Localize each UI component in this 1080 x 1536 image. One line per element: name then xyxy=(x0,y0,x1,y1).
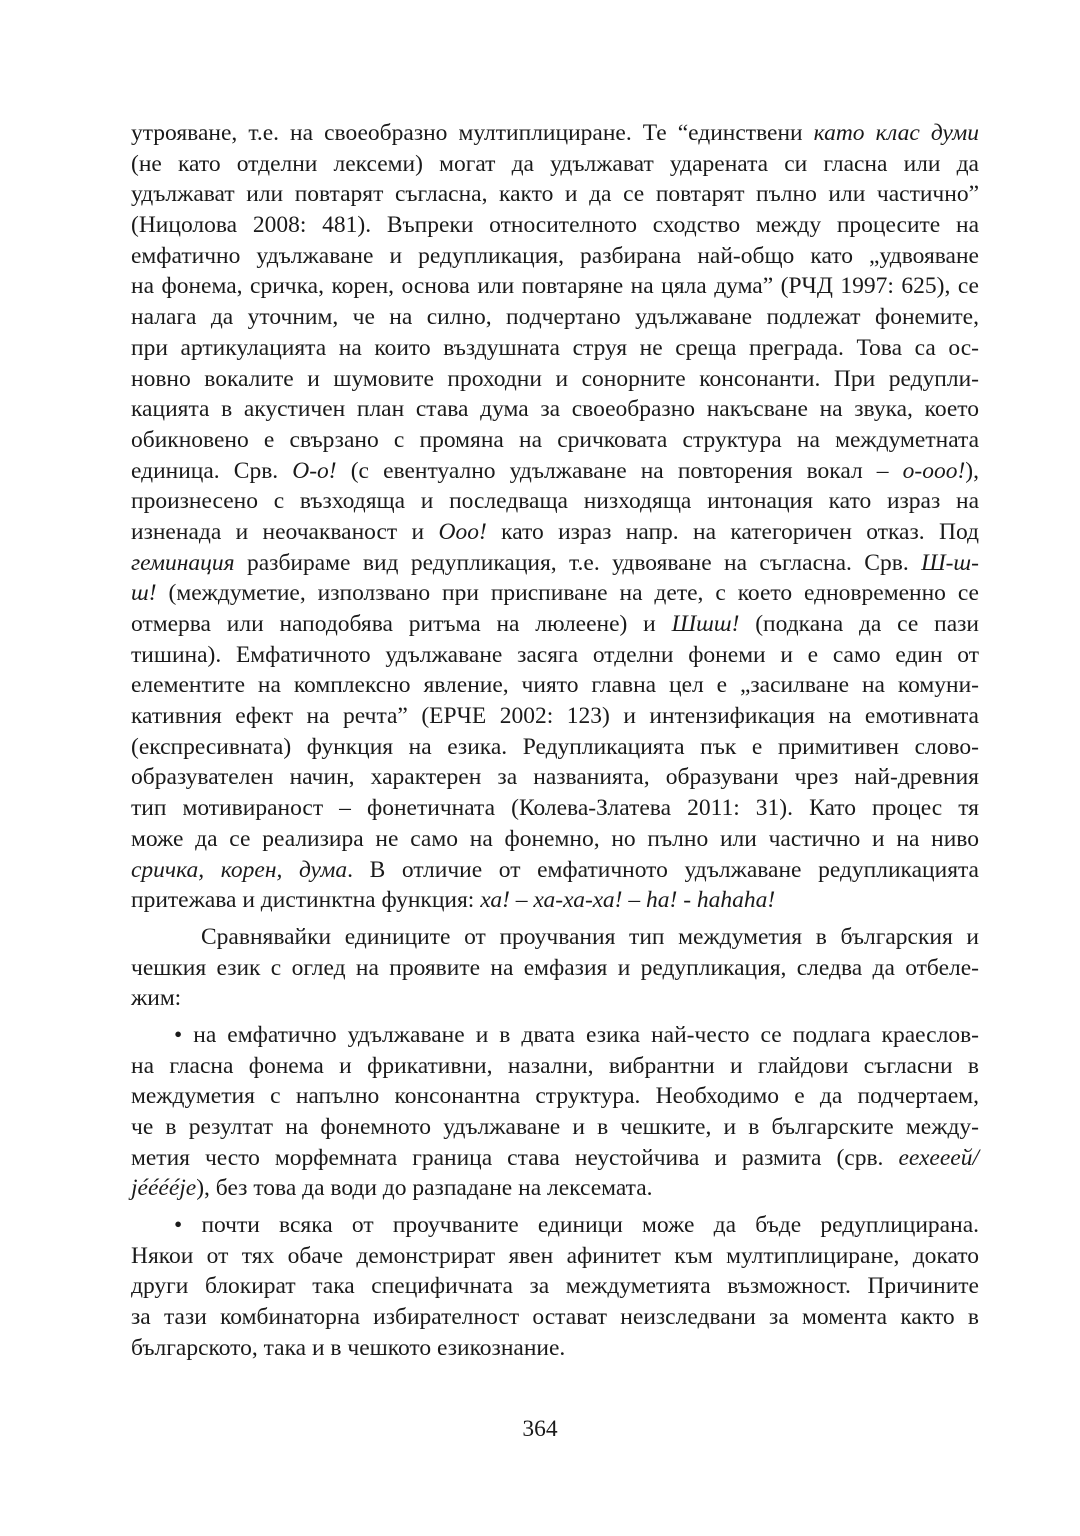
italic-example: ха! – ха-ха-ха! – ha! - hahaha! xyxy=(480,887,776,914)
text-run: утрояване, т.е. на своеобразно мултиплициране. Те “единствени xyxy=(131,120,814,146)
text-line: тип мотивираност – фонетичната (Колева-Златева 2011: 31). Като процес тя xyxy=(131,795,979,822)
italic-example: Шшш! xyxy=(671,611,740,637)
text-run: като израз напр. на категоричен отказ. Под xyxy=(486,518,979,545)
text-run: ), без това да води до разпадане на лексемата. xyxy=(196,1175,653,1202)
text-line: може да се реализира не само на фонемно, но пълно или частично и на ниво xyxy=(131,825,979,852)
text-line: за тази комбинаторна избирателност остават неизследвани за момента както в xyxy=(131,1304,979,1331)
italic-example: о-ооо! xyxy=(902,457,966,484)
text-run: (с евентуално удължаване на повторения вокал – xyxy=(336,457,903,484)
text-line: кативния ефект на речта” (ЕРЧЕ 2002: 123) и интензификация на емотивната xyxy=(131,703,979,730)
italic-example: Ооо! xyxy=(438,518,487,545)
italic-term: като клас думи xyxy=(813,120,979,146)
italic-example: Ш-ш- xyxy=(921,549,979,576)
text-line: налага да уточним, че на силно, подчертано удължаване подлежат фонемите, xyxy=(131,304,979,331)
text-run: метия често морфемната граница става неустойчива и размита (срв. xyxy=(131,1144,899,1171)
text-line: образувателен начин, характерен за названията, образувани чрез най-древния xyxy=(131,764,979,791)
italic-term: сричка, корен, дума xyxy=(131,856,348,883)
text-line: тишина). Емфатичното удължаване засяга отделни фонеми и е само един от xyxy=(131,641,979,668)
text-run: (подкана да се пази xyxy=(739,611,979,637)
text-run: ), xyxy=(965,457,979,484)
text-line: емфатично удължаване и редупликация, разбирана най-общо като „удвояване xyxy=(131,242,979,269)
text-run: разбираме вид редупликация, т.е. удвояване на съгласна. Срв. xyxy=(234,549,922,576)
italic-example: еехееей/ xyxy=(898,1144,979,1171)
text-line xyxy=(131,517,979,548)
text-line: (Ницолова 2008: 481). Въпреки относителното сходство между процесите на xyxy=(131,212,979,239)
text-line: на фонема, сричка, корен, основа или повтаряне на цяла дума” (РЧД 1997: 625), се xyxy=(131,273,979,300)
text-line: (не като отделни лексеми) могат да удължават ударената си гласна или да xyxy=(131,150,979,177)
text-line: (експресивната) функция на езика. Редупликацията пък е примитивен слово- xyxy=(131,733,979,760)
page-number: 364 xyxy=(522,1416,558,1442)
text-line: кацията в акустичен план става дума за своеобразно накъсване на звука, което xyxy=(131,396,979,423)
text-run: отмерва или наподобява ритъма на люлеене) и xyxy=(131,611,672,637)
bullet-icon: • xyxy=(174,1021,183,1048)
text-line xyxy=(131,1210,979,1241)
text-line xyxy=(131,578,979,609)
text-line: на гласна фонема и фрикативни, назални, вибрантни и глайдови съгласни в xyxy=(131,1052,979,1079)
text-line: обикновено е свързано с промяна на сричковата структура на междуметната xyxy=(131,426,979,453)
text-line: че в резултат на фонемното удължаване и в чешките, и в българските между- xyxy=(131,1114,979,1140)
page-body xyxy=(131,118,979,1364)
text-line: междуметия с напълно консонантна структура. Необходимо е да подчертаем, xyxy=(131,1083,979,1110)
text-line xyxy=(131,885,979,916)
text-line xyxy=(131,1020,979,1051)
text-line xyxy=(131,118,979,149)
text-line: новно вокалите и шумовите проходни и сонорните консонанти. При редупли- xyxy=(131,365,979,392)
text-line: Сравнявайки единиците от проучвания тип междуметия в българския и xyxy=(201,923,979,950)
text-line: жим: xyxy=(131,985,182,1012)
text-run: изненада и неочакваност и xyxy=(131,518,439,545)
bullet-icon: • xyxy=(174,1212,183,1239)
text-line: удължават или повтарят съгласна, както и да се повтарят пълно или частично” xyxy=(131,181,979,208)
text-run: притежава и дистинктна функция: xyxy=(131,887,481,914)
italic-example: ш! xyxy=(131,580,157,607)
text-line: Някои от тях обаче демонстрират явен афинитет към мултиплициране, докато xyxy=(131,1242,979,1269)
text-line xyxy=(131,456,979,487)
italic-example: О-о! xyxy=(292,457,337,484)
text-line xyxy=(131,548,979,579)
text-line xyxy=(131,1143,979,1174)
paragraph-2 xyxy=(131,922,979,1014)
text-line: елементите на комплексно явление, чиято главна цел е „засилване на комуни- xyxy=(131,672,979,699)
text-line: българското, така и в чешкото езикознание. xyxy=(131,1334,566,1361)
text-line: при артикулацията на които въздушната струя не среща преграда. Това са ос- xyxy=(131,334,979,361)
text-line: чешкия език с оглед на проявите на емфазия и редупликация, следва да отбеле- xyxy=(131,954,979,981)
text-line xyxy=(131,855,979,886)
text-line xyxy=(131,609,979,640)
italic-term: геминация xyxy=(131,549,235,576)
text-line xyxy=(131,1173,979,1204)
text-line: произнесено с възходяща и последваща низходяща интонация като израз на xyxy=(131,488,979,515)
text-line: други блокират така специфичната за междуметията възможност. Причините xyxy=(131,1273,979,1300)
text-run: на емфатично удължаване и в двата езика най-често се подлага краеслов- xyxy=(182,1021,979,1048)
text-run: почти всяка от проучваните единици може да бъде редуплицирана. xyxy=(182,1212,979,1239)
paragraph-1 xyxy=(131,118,979,916)
bullet-paragraph-1 xyxy=(131,1020,979,1204)
italic-example: jééééje xyxy=(131,1175,197,1202)
text-run: . В отличие от емфатичното удължаване редупликацията xyxy=(347,856,979,883)
text-run: единица. Срв. xyxy=(131,457,293,484)
text-run: (междуметие, използвано при приспиване на дете, с което едновременно се xyxy=(156,580,979,607)
bullet-paragraph-2 xyxy=(131,1210,979,1363)
